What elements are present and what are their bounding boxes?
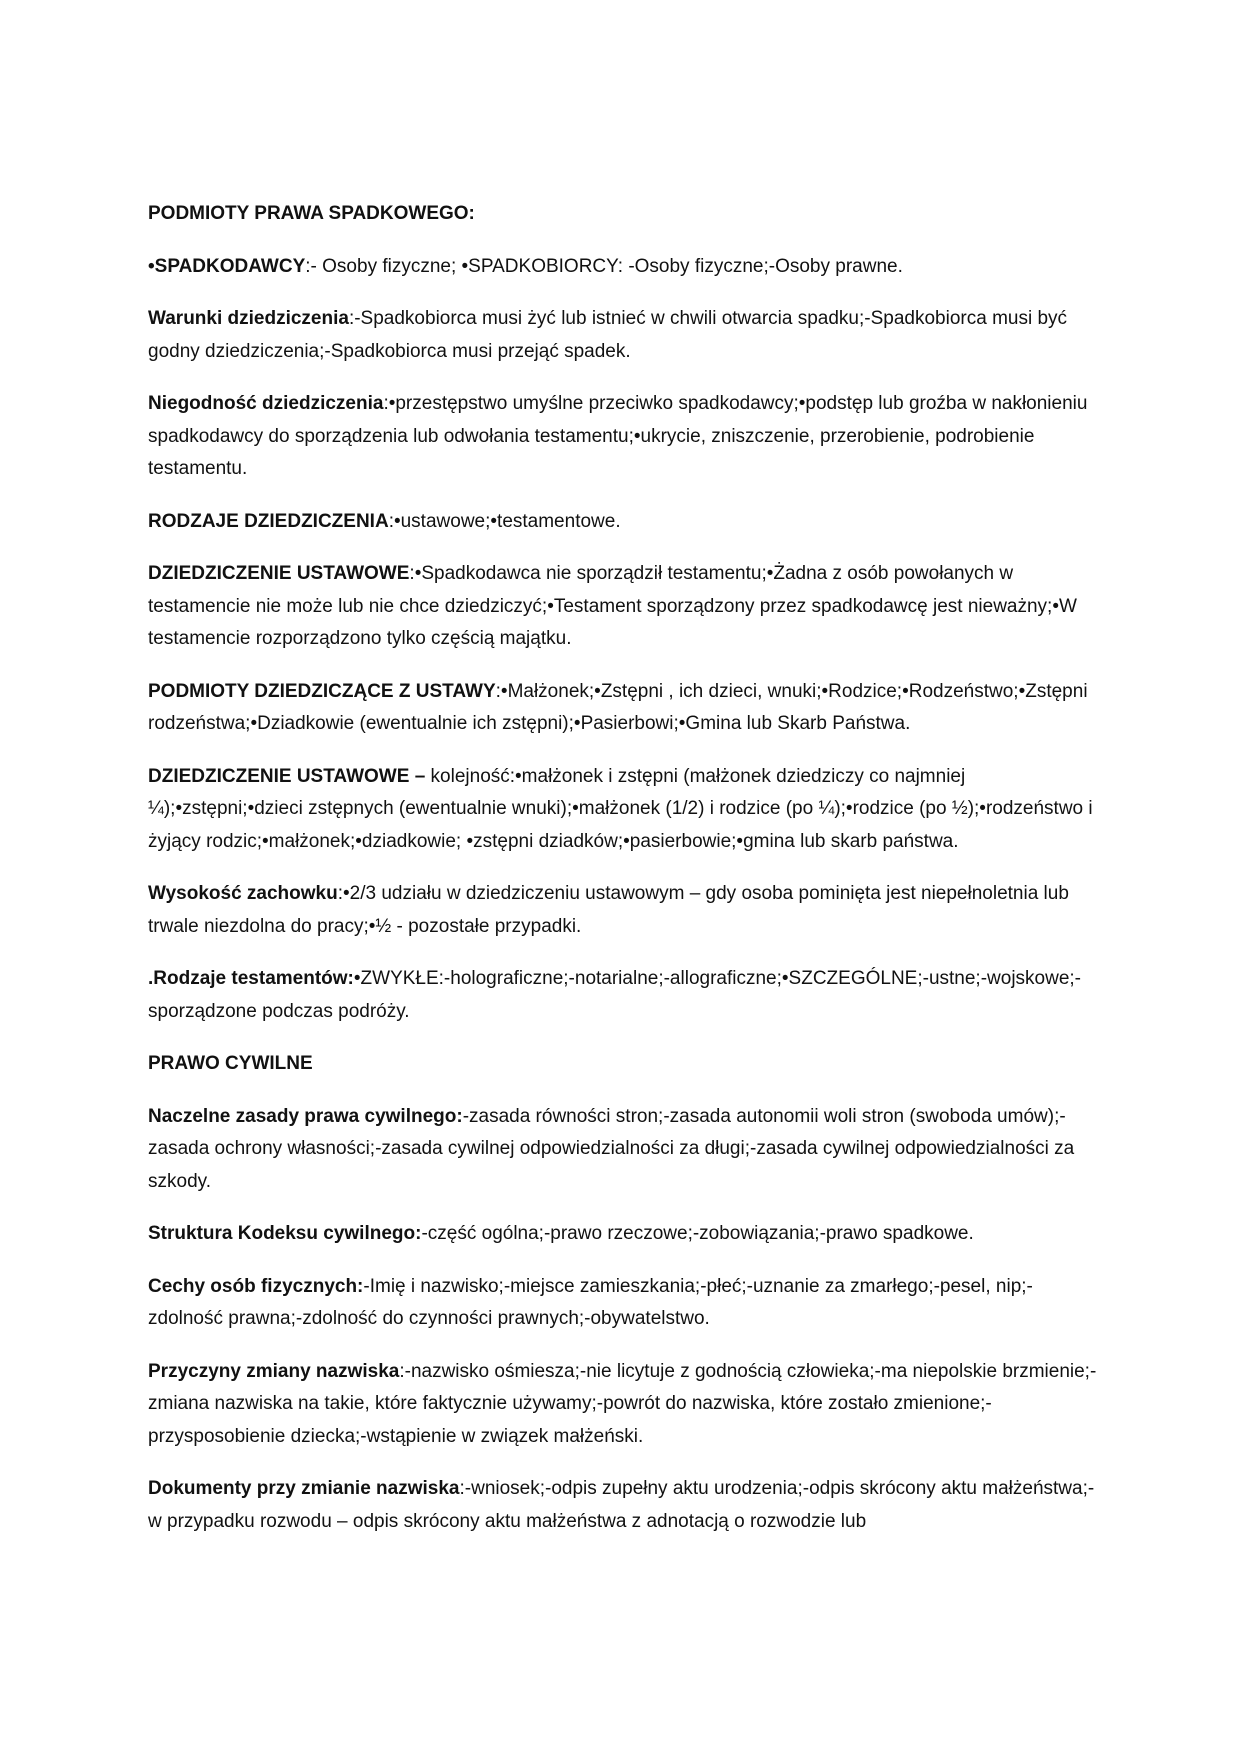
para-heading: RODZAJE DZIEDZICZENIA — [148, 510, 389, 532]
section-title-podmioty — [148, 198, 1098, 231]
para-przyczyny-zmiany — [148, 1356, 1098, 1454]
para-heading: PODMIOTY DZIEDZICZĄCE Z USTAWY — [148, 680, 496, 702]
para-heading: Dokumenty przy zmianie nazwiska — [148, 1478, 460, 1499]
para-heading: PODMIOTY PRAWA SPADKOWEGO: — [148, 203, 475, 224]
para-dziedziczenie-ustawowe — [148, 558, 1098, 656]
para-heading: Struktura Kodeksu cywilnego: — [148, 1223, 422, 1244]
para-text: :•2/3 udziału w dziedziczeniu ustawowym – gdy osoba pominięta jest niepełnoletnia lub trwale niezdolna do pracy;•½ - pozostałe przypadki. — [148, 883, 1069, 937]
para-text: -Imię i nazwisko;-miejsce zamieszkania;-płeć;-uznanie za zmarłego;-pesel, nip;-zdolność prawna;-zdolność do czynności prawnych;-obywatelstwo. — [148, 1275, 1033, 1329]
para-heading: Naczelne zasady prawa cywilnego: — [148, 1105, 463, 1127]
para-dokumenty — [148, 1473, 1098, 1538]
para-text: :•Małżonek;•Zstępni , ich dzieci, wnuki;•Rodzice;•Rodzeństwo;•Zstępni rodzeństwa;•Dziadkowie (ewentualnie ich zstępni);•Pasierbowi;•Gmina lub Skarb Państwa. — [148, 680, 1088, 734]
para-cechy-osob — [148, 1271, 1098, 1336]
para-warunki-dziedziczenia — [148, 303, 1098, 368]
para-heading: Cechy osób fizycznych: — [148, 1275, 364, 1297]
para-spadkodawcy — [148, 251, 1098, 284]
para-text: :•Spadkodawca nie sporządził testamentu;•Żadna z osób powołanych w testamencie nie może lub nie chce dziedziczyć;•Testament sporządzony przez spadkodawcę jest nieważny;•W testamencie rozporządzono tylko częścią majątku. — [148, 563, 1077, 649]
para-heading: .Rodzaje testamentów: — [148, 968, 354, 989]
para-heading: Niegodność dziedziczenia — [148, 393, 384, 414]
para-rodzaje-testamentow — [148, 963, 1098, 1028]
para-text: :•przestępstwo umyślne przeciwko spadkodawcy;•podstęp lub groźba w nakłonieniu spadkodawcy do sporządzenia lub odwołania testamentu;•ukrycie, zniszczenie, przerobienie, podrobienie testamentu. — [148, 393, 1088, 479]
para-heading: Przyczyny zmiany nazwiska — [148, 1360, 400, 1382]
para-podmioty-dziedziczace — [148, 676, 1098, 741]
document-body — [148, 198, 1098, 1558]
para-heading: Warunki dziedziczenia — [148, 308, 349, 329]
para-kolejnosc — [148, 761, 1098, 859]
para-text: :-wniosek;-odpis zupełny aktu urodzenia;-odpis skrócony aktu małżeństwa;-w przypadku rozwodu – odpis skrócony aktu małżeństwa z adnotacją o rozwodzie lub — [148, 1478, 1095, 1532]
para-zachowek — [148, 878, 1098, 943]
para-text: •ZWYKŁE:-holograficzne;-notarialne;-allograficzne;•SZCZEGÓLNE;-ustne;-wojskowe;-sporządzone podczas podróży. — [148, 968, 1081, 1022]
section-title-prawo-cywilne — [148, 1048, 1098, 1081]
para-naczelne-zasady — [148, 1101, 1098, 1199]
para-text: -zasada równości stron;-zasada autonomii woli stron (swoboda umów);-zasada ochrony własności;-zasada cywilnej odpowiedzialności za długi;-zasada cywilnej odpowiedzialności za szkody. — [148, 1105, 1075, 1192]
para-heading: DZIEDZICZENIE USTAWOWE – — [148, 765, 426, 787]
para-text: :•ustawowe;•testamentowe. — [388, 510, 621, 532]
para-heading: PRAWO CYWILNE — [148, 1053, 313, 1074]
para-heading: DZIEDZICZENIE USTAWOWE — [148, 563, 410, 584]
para-text: -część ogólna;-prawo rzeczowe;-zobowiązania;-prawo spadkowe. — [421, 1223, 974, 1244]
para-text: kolejność:•małżonek i zstępni (małżonek dziedziczy co najmniej ¼);•zstępni;•dzieci zstępnych (ewentualnie wnuki);•małżonek (1/2) i rodzice (po ¼);•rodzice (po ½);•rodzeństwo i żyjący rodzic;•małżonek;•dziadkowie; •zstępni dziadków;•pasierbowie;•gmina lub skarb państwa. — [148, 765, 1093, 852]
para-niegodnosc — [148, 388, 1098, 486]
para-text: :- Osoby fizyczne; •SPADKOBIORCY: -Osoby fizyczne;-Osoby prawne. — [305, 255, 903, 277]
para-text: :-Spadkobiorca musi żyć lub istnieć w chwili otwarcia spadku;-Spadkobiorca musi być godny dziedziczenia;-Spadkobiorca musi przejąć spadek. — [148, 308, 1068, 362]
para-heading: •SPADKODAWCY — [148, 255, 306, 277]
para-struktura-kodeksu — [148, 1218, 1098, 1251]
para-heading: Wysokość zachowku — [148, 883, 338, 904]
para-text: :-nazwisko ośmiesza;-nie licytuje z godnością człowieka;-ma niepolskie brzmienie;-zmiana nazwiska na takie, które faktycznie używamy;-powrót do nazwiska, które zostało zmienione;-przysposobienie dziecka;-wstąpienie w związek małżeński. — [148, 1360, 1097, 1447]
para-rodzaje-dziedziczenia — [148, 506, 1098, 539]
